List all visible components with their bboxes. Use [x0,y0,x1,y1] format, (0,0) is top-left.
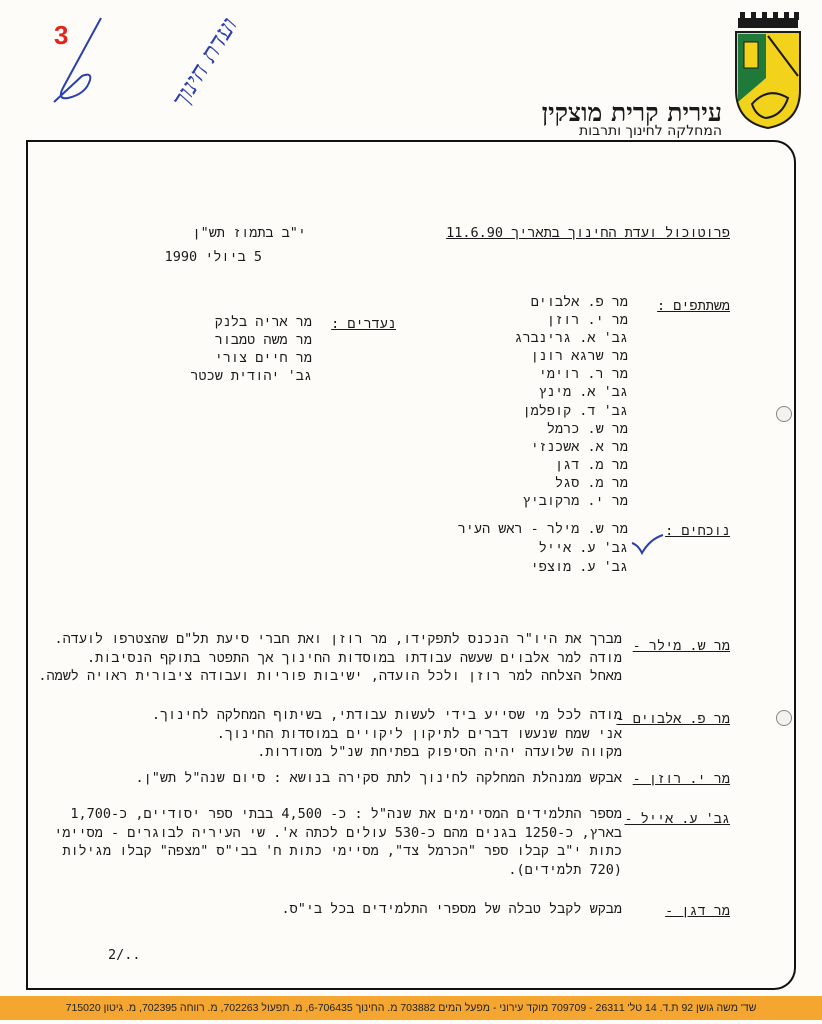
absent-member: גב' יהודית שכטר [190,368,312,385]
punch-hole [776,406,792,422]
document-title: פרוטוכול ועדת החינוך בתאריך 11.6.90 [446,225,730,241]
present-member: גב' ע. אייל [538,540,628,556]
present-label: נוכחים : [665,523,730,539]
participant: גב' א. מינץ [538,384,628,401]
absent-label: נעדרים : [331,316,396,332]
present-list [458,520,628,577]
speaker-label: מר י. רוזן - [632,771,730,787]
statement-line: מברך את היו"ר הנכנס לתפקידו, מר רוזן ואת חברי סיעת תל"ם שהצטרפו לועדה. [54,631,622,647]
checkmark-icon [630,533,664,555]
statement-line: מאחל הצלחה למר רוזן ולכל הועדה, ישיבות פוריות ועבודה ציבורית ראויה לשמה. [38,668,622,684]
gregorian-date: 5 ביולי 1990 [164,249,262,265]
present-member: גב' ע. מוצפי [530,559,628,575]
statement-line: בארץ, כ-1250 בגנים מהם כ-530 עולים לכתה א'. שי העיריה לבוגרים - מסיימי [54,824,622,841]
speaker-statement [38,630,622,686]
continuation-mark: 2/.. [108,947,141,963]
statement-line: מקווה שלועדה יהיה הסיפוק בפתיחת שנ"ל מסודרות. [257,744,622,760]
statement-line: מספר התלמידים המסיימים את שנה"ל : כ- 4,500 בבתי ספר יסודיים, כ-1,700 [70,806,622,822]
speaker-statement [136,769,622,788]
participant: מר שרגא רונן [530,348,628,365]
speaker-label: גב' ע. אייל - [624,811,730,827]
page-number: 3 [54,20,69,50]
absent-member: מר חיים צורי [214,350,312,367]
speaker-label: מר פ. אלבוים - [616,711,730,727]
speaker-statement [282,900,623,919]
participant: מר י. רוזן [546,312,628,329]
statement-line: אבקש ממנהלת המחלקה לחינוך לתת סקירה בנושא : סיום שנה"ל תש"ן. [135,770,622,786]
punch-hole [776,710,792,726]
absent-list [190,313,312,385]
speaker-statement [152,706,622,762]
statement-line: כתות י"ב קבלו ספר "הכרמל צד", מסיימי כתות ח' בבי"ס "מצפה" קבלו מגילות [62,843,622,859]
participant: מר מ. סגל [555,474,628,491]
participants-label: משתתפים : [657,298,730,314]
absent-member: מר משה טמבור [214,332,312,349]
absent-member: מר אריה בלנק [214,314,312,330]
participant: גב' ד. קופלמן [522,402,628,419]
department-name: המחלקה לחינוך ותרבות [579,123,722,139]
city-name: עירית קרית מוצקין [541,98,722,127]
frame-corner [748,140,796,182]
handwritten-scribble-icon [46,16,116,106]
speaker-label: מר ש. מילר - [632,638,730,654]
participants-list [514,293,628,510]
participant: מר ש. כרמל [546,420,628,437]
participant: מר א. אשכנזי [530,438,628,455]
participant: מר ר. רוימי [538,366,628,383]
hebrew-date: י"ב בתמוז תש"ן [192,225,306,241]
statement-line: (720 תלמידים). [508,861,622,878]
speaker-label: מר דגן - [665,903,730,919]
statement-line: מודה לכל מי שסייע בידי לעשות עבודתי, בשיתוף המחלקה לחינוך. [151,707,622,723]
speaker-statement [54,805,622,879]
participant: מר מ. דגן [555,456,628,473]
participant: מר י. מרקוביץ [522,493,628,510]
footer-contact-band: שד' משה גושן 92 ת.ד. 14 טל' 26311 - 709709 מוקד עירוני - מפעל המים 703882 מ. החינוך 6-706435, מ. תפעול 702263, מ. רווחה 702395, מ. גיטון 715020 [0,996,822,1020]
city-emblem-icon [732,12,804,130]
present-member: מר ש. מילר - ראש העיר [457,521,628,537]
participant: מר פ. אלבוים [530,294,628,310]
handwritten-note: ועדת חינוך [165,12,243,113]
frame-top-rule [26,140,771,142]
statement-line: אני שמח שנעשו דברים לתיקון ליקויים במוסדות החינוך. [216,725,622,742]
participant: גב' א. גרינברג [514,330,628,347]
statement-line: מבקש לקבל טבלה של מספרי התלמידים בכל בי"ס. [281,901,622,917]
statement-line: מודה למר אלבוים שעשה עבודתו במוסדות החינוך אך התפטר בתוקף הנסיבות. [87,649,622,666]
